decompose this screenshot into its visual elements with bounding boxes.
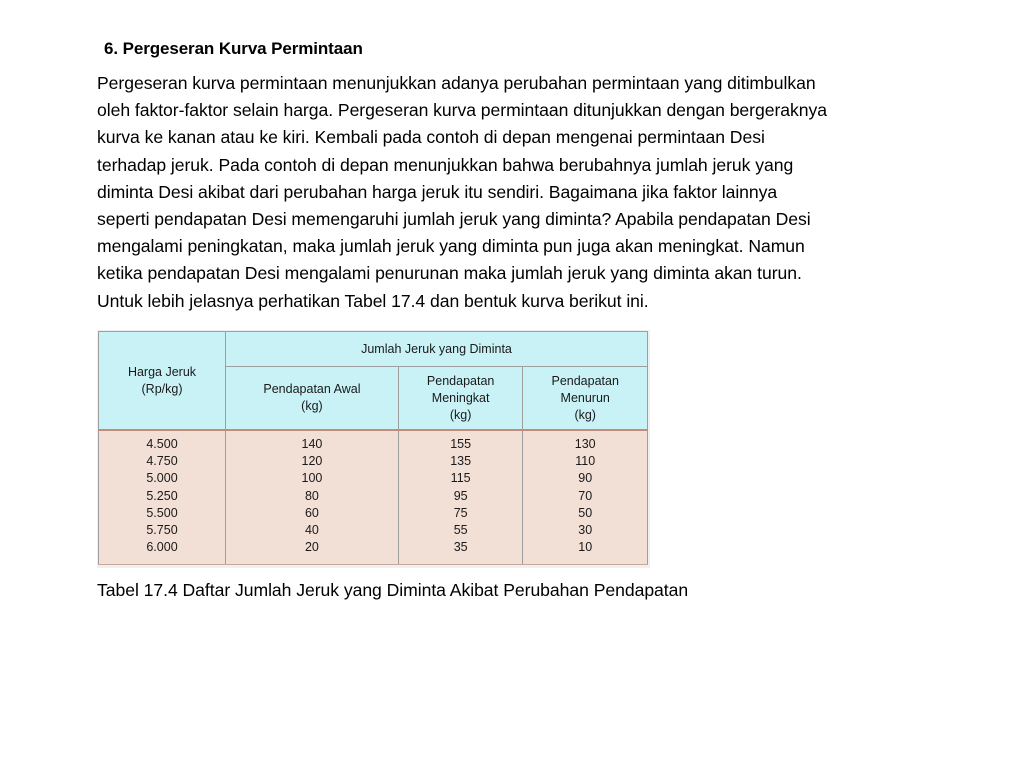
paragraph-line: Pergeseran kurva permintaan menunjukkan adanya perubahan permintaan yang ditimbulkan [97,73,816,93]
paragraph-line: diminta Desi akibat dari perubahan harga jeruk itu sendiri. Bagaimana jika faktor lainnya [97,181,778,202]
table-cell: 80 [304,488,319,503]
table-cell: 6.000 [146,540,178,555]
table-cell: 5.250 [146,488,178,503]
table-cell: 100 [301,471,323,486]
table-caption: Tabel 17.4 Daftar Jumlah Jeruk yang Diminta Akibat Perubahan Pendapatan [97,580,689,600]
table-cell: 95 [453,488,468,503]
section-heading: 6. Pergeseran Kurva Permintaan [104,39,363,58]
paragraph-line: oleh faktor-faktor selain harga. Pergeseran kurva permintaan ditunjukkan dengan bergeraknya [97,100,827,121]
header-increased-income-unit: (kg) [449,407,472,422]
table-cell: 115 [450,471,471,486]
column-decreased-income [523,430,648,565]
header-price [99,332,226,431]
table-cell: 130 [574,437,596,451]
table-cell: 90 [578,471,593,486]
header-increased-income-line1: Pendapatan [426,373,495,388]
table-cell: 55 [453,523,468,538]
table-cell: 60 [304,505,319,520]
header-price-line: Harga Jeruk [127,364,197,379]
table-cell: 135 [450,454,472,469]
table-cell: 35 [453,540,468,555]
header-decreased-income-line2: Menurun [560,390,610,405]
header-decreased-income [523,367,648,431]
header-decreased-income-unit: (kg) [574,407,596,422]
paragraph-line: ketika pendapatan Desi mengalami penurunan maka jumlah jeruk yang diminta akan turun. [97,263,802,284]
column-initial-income [226,430,399,565]
table-cell: 4.750 [146,454,178,469]
header-initial-income-line: Pendapatan Awal [263,382,361,396]
column-increased-income [398,430,523,565]
demand-table [98,331,648,565]
table-cell: 40 [304,523,319,538]
table-cell: 10 [578,540,593,555]
paragraph-line: Untuk lebih jelasnya perhatikan Tabel 17.4 dan bentuk kurva berikut ini. [97,290,649,311]
header-decreased-income-line1: Pendapatan [551,373,619,388]
body-paragraph [97,70,977,315]
table-cell: 5.750 [146,523,178,538]
table-cell: 5.000 [146,471,178,486]
table-cell: 110 [575,454,596,469]
paragraph-line: kurva ke kanan atau ke kiri. Kembali pada contoh di depan mengenai permintaan Desi [97,127,765,148]
paragraph-line: seperti pendapatan Desi memengaruhi jumlah jeruk yang diminta? Apabila pendapatan Desi [97,209,811,230]
table-cell: 5.500 [146,505,178,520]
table-cell: 30 [578,523,593,538]
table-cell: 155 [450,437,472,451]
table-cell: 120 [301,454,323,469]
table-cell: 50 [578,505,593,520]
table-cell: 4.500 [146,437,178,451]
paragraph-line: terhadap jeruk. Pada contoh di depan menunjukkan bahwa berubahnya jumlah jeruk yang [97,154,794,175]
header-price-unit: (Rp/kg) [141,381,183,396]
table-cell: 140 [301,437,323,451]
column-prices [99,430,226,565]
table-cell: 75 [453,505,468,520]
header-increased-income [398,367,523,431]
header-initial-income-unit: (kg) [301,399,323,413]
header-quantity-group: Jumlah Jeruk yang Diminta [226,332,648,367]
paragraph-line: mengalami peningkatan, maka jumlah jeruk yang diminta pun juga akan meningkat. Namun [97,236,805,257]
table-figure [97,330,650,568]
table-cell: 20 [304,540,319,555]
header-increased-income-line2: Meningkat [431,390,490,405]
header-initial-income [226,367,399,431]
table-cell: 70 [578,488,593,503]
